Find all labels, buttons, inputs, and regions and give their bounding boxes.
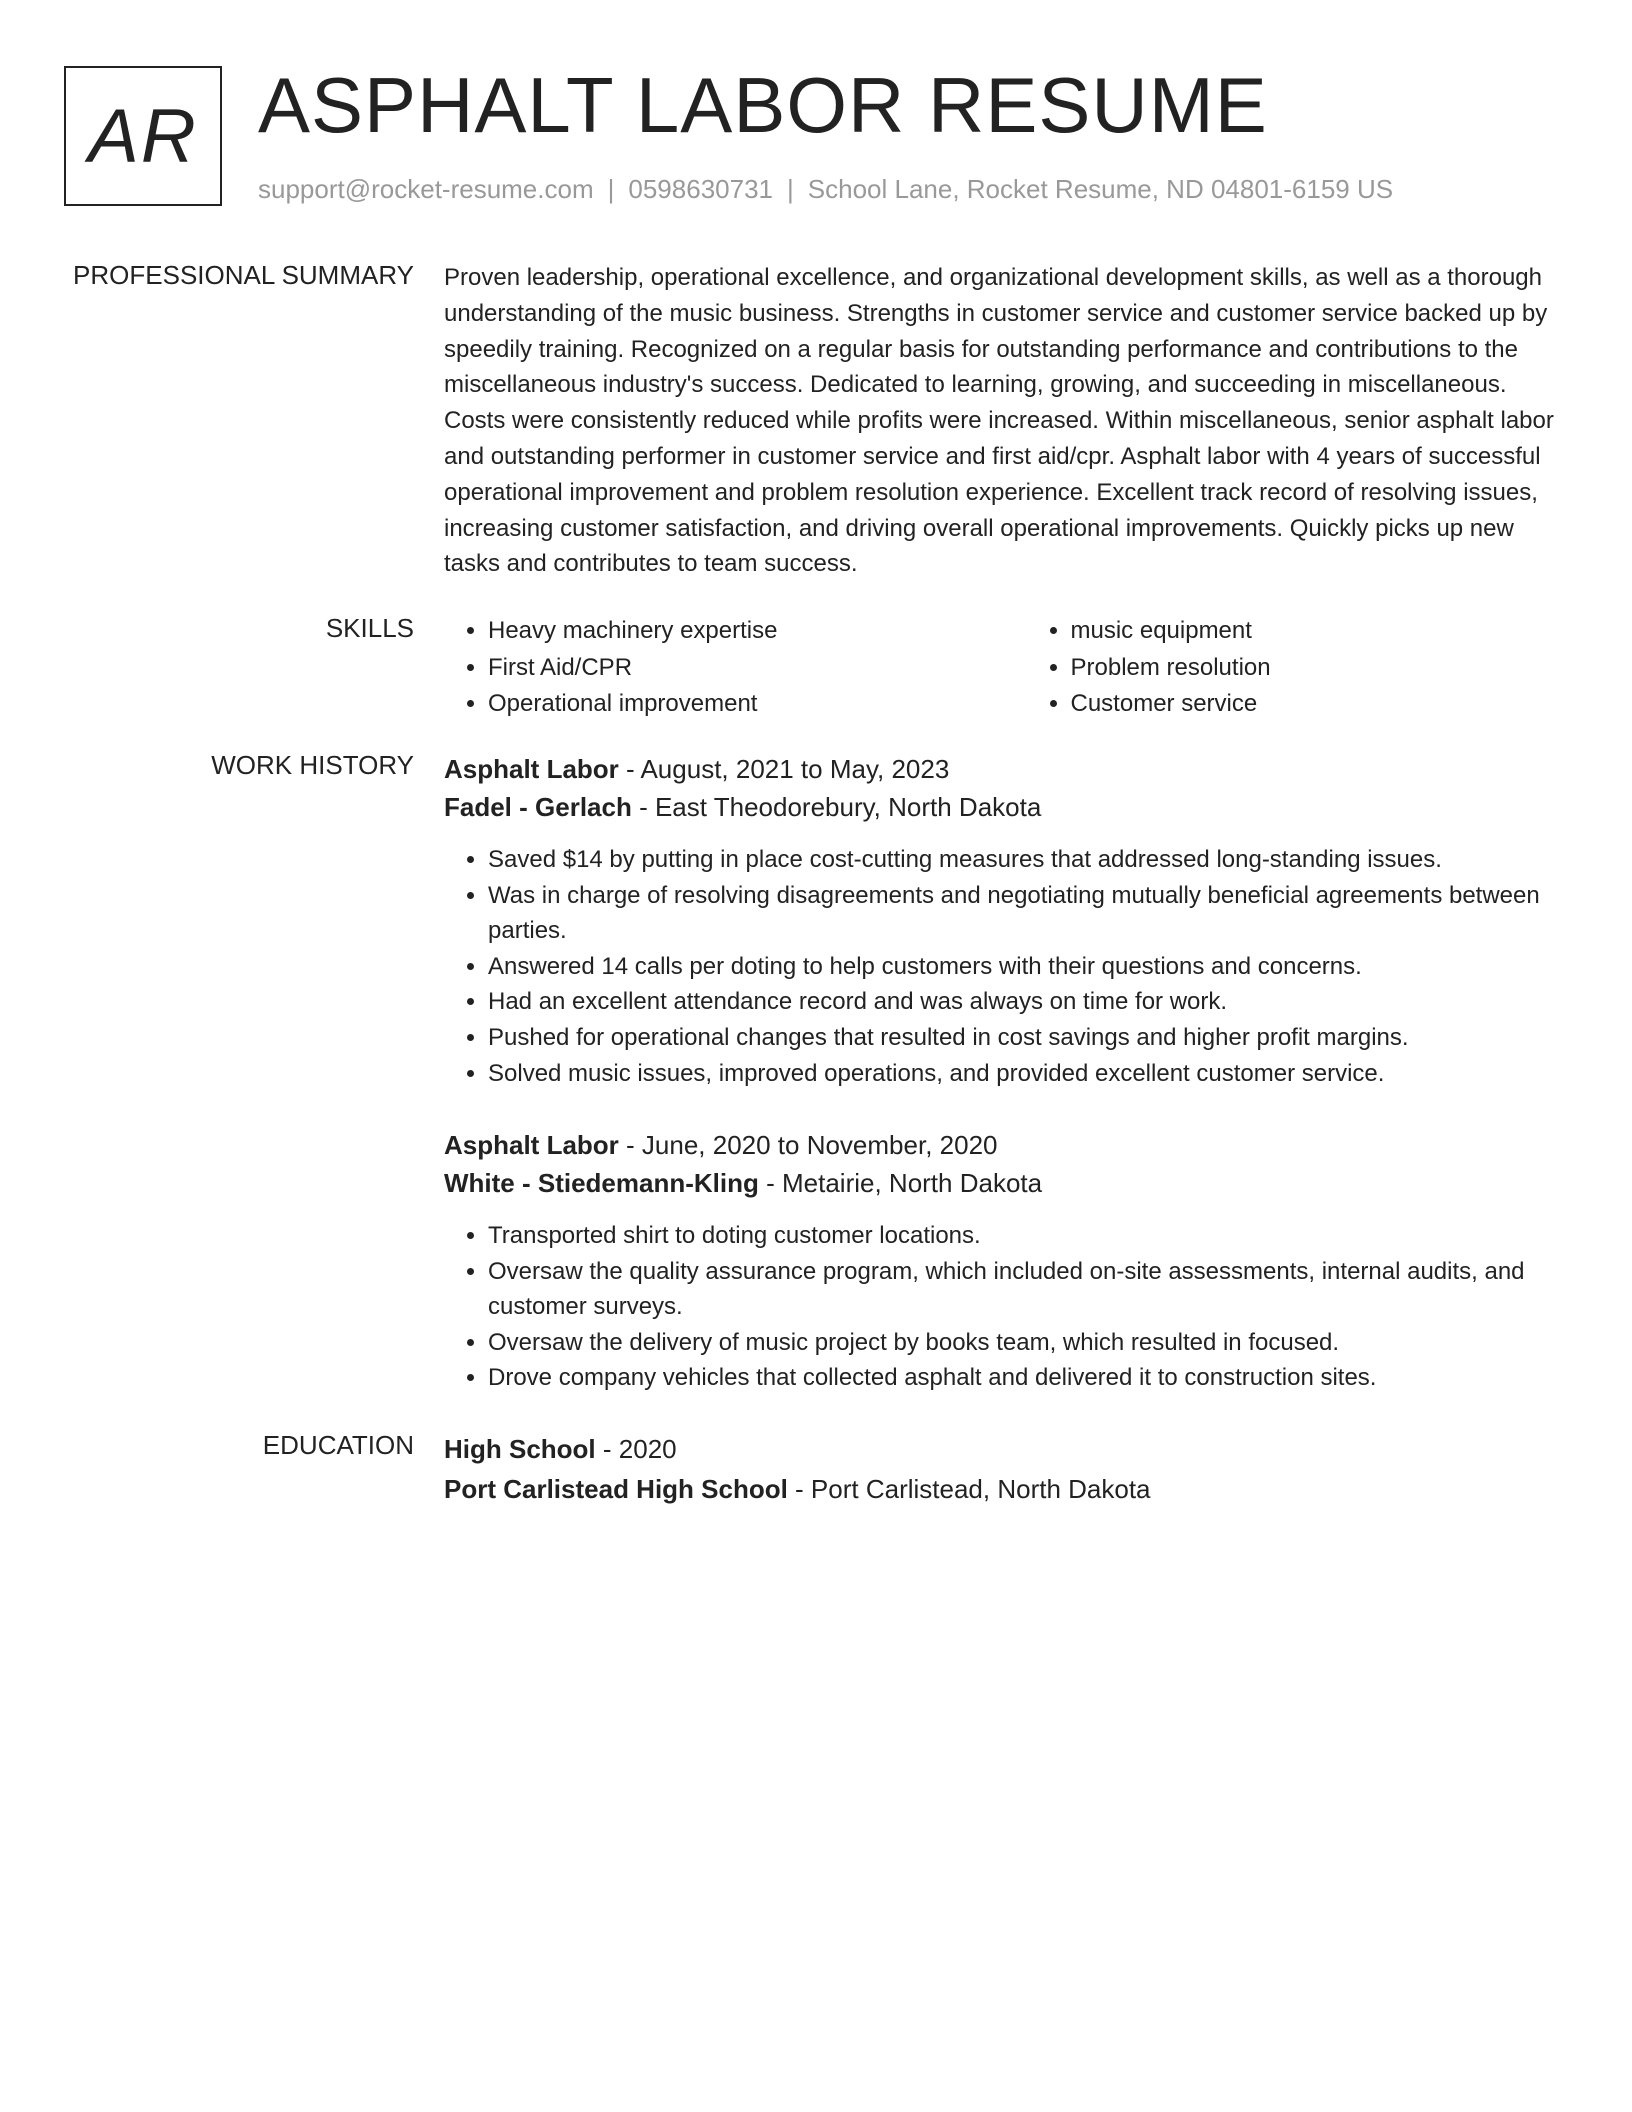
job-bullet: • Drove company vehicles that collected asphalt and delivered it to construction sites. [488,1360,1564,1396]
job-entry [444,1126,1564,1396]
job-title-line [444,1126,1564,1164]
contact-phone[interactable]: 0598630731 [628,174,773,204]
skill-item: • Operational improvement [488,686,982,723]
job-company: White - Stiedemann-Kling [444,1168,759,1198]
job-location: - East Theodorebury, North Dakota [631,792,1042,822]
job-location: - Metairie, North Dakota [758,1168,1043,1198]
job-dates: - June, 2020 to November, 2020 [618,1130,998,1160]
contact-line [258,174,1393,205]
job-bullet: • Saved $14 by putting in place cost-cutting measures that addressed long-standing issues. [488,842,1564,878]
job-bullet: • Oversaw the quality assurance program, which included on-site assessments, internal audits, and customer surveys. [488,1254,1564,1325]
job-bullet: • Oversaw the delivery of music project by books team, which resulted in focused. [488,1325,1564,1361]
resume-header [64,61,1584,211]
section-label-summary: PROFESSIONAL SUMMARY [73,260,414,290]
contact-address: School Lane, Rocket Resume, ND 04801-6159 US [807,174,1394,204]
section-label-skills: SKILLS [325,613,414,643]
skill-item: • Customer service [1071,686,1565,723]
job-bullet: • Was in charge of resolving disagreements and negotiating mutually beneficial agreements between parties. [488,878,1564,949]
job-title: Asphalt Labor [444,1130,619,1160]
skills-list-left [444,613,982,723]
education-degree: High School [444,1434,596,1464]
education-school: Port Carlistead High School [444,1474,788,1504]
skill-item: • Problem resolution [1071,650,1565,687]
contact-email[interactable]: support@rocket-resume.com [258,174,594,204]
skill-item: • music equipment [1071,613,1565,650]
contact-separator: | [787,174,794,204]
job-bullet: • Answered 14 calls per doting to help customers with their questions and concerns. [488,949,1564,985]
job-bullets [444,1218,1564,1396]
job-bullet: • Solved music issues, improved operations, and provided excellent customer service. [488,1056,1564,1092]
skills-list-right [1027,613,1565,723]
job-bullet: • Had an excellent attendance record and was always on time for work. [488,984,1564,1020]
job-title: Asphalt Labor [444,754,619,784]
monogram-badge: AR [64,66,222,206]
section-label-education: EDUCATION [262,1430,414,1460]
education-year: - 2020 [595,1434,677,1464]
resume-title: ASPHALT LABOR RESUME [258,61,1268,149]
skill-item: • First Aid/CPR [488,650,982,687]
contact-separator: | [607,174,615,204]
job-company-line [444,788,1564,826]
section-label-work-history: WORK HISTORY [211,750,414,780]
summary-text: Proven leadership, operational excellence, and organizational development skills, as well as a thorough understanding of the music business. Strengths in customer service and customer service backed up by speedily training. Recognized on a regular basis for outstanding performance and contributions to the miscellaneous industry's success. Dedicated to learning, growing, and succeeding in miscellaneous. Costs were consistently reduced while profits were increased. Within miscellaneous, senior asphalt labor and outstanding performer in customer service and first aid/cpr. Asphalt labor with 4 years of successful operational improvement and problem resolution experience. Excellent track record of resolving issues, increasing customer satisfaction, and driving overall operational improvements. Quickly picks up new tasks and contributes to team success. [444,264,1554,578]
education-degree-line [444,1430,1564,1468]
job-bullet: • Pushed for operational changes that resulted in cost savings and higher profit margins. [488,1020,1564,1056]
job-entry [444,750,1564,1091]
job-company: Fadel - Gerlach [444,792,632,822]
skill-item: • Heavy machinery expertise [488,613,982,650]
education-school-line [444,1470,1564,1508]
job-bullets [444,842,1564,1091]
job-company-line [444,1164,1564,1202]
job-title-line [444,750,1564,788]
job-bullet: • Transported shirt to doting customer locations. [488,1218,1564,1254]
job-dates: - August, 2021 to May, 2023 [618,754,950,784]
education-location: - Port Carlistead, North Dakota [787,1474,1151,1504]
